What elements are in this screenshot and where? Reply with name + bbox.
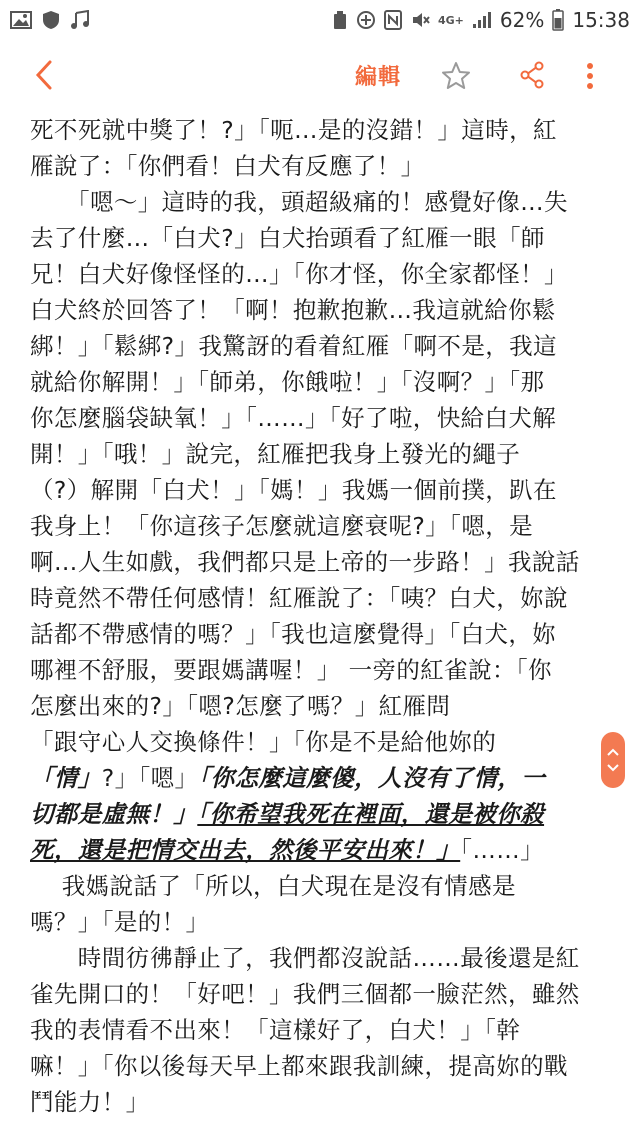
text-line: 時間彷彿靜止了，我們都沒說話……最後還是紅 — [30, 944, 580, 972]
mute-icon — [410, 10, 430, 30]
music-note-icon — [70, 10, 90, 30]
share-icon — [518, 60, 546, 90]
text-line: 開！」「哦！」說完，紅雁把我身上發光的繩子 — [30, 440, 521, 468]
more-vertical-icon — [580, 58, 600, 94]
plain-text: ?」「嗯」 — [101, 764, 199, 792]
shield-icon — [42, 10, 60, 30]
text-line-emphasis — [30, 796, 615, 832]
text-line: 鬥能力！」 — [30, 1088, 150, 1116]
text-line: 怎麼出來的?」「嗯?怎麼了嗎？」紅雁問 — [30, 692, 451, 720]
text-line: 我媽說話了「所以，白犬現在是沒有情感是 — [30, 872, 516, 900]
bold-italic-text: 切都是虛無！」 — [30, 800, 198, 828]
text-line: 綁！」「鬆綁?」我驚訝的看着紅雁「啊不是，我這 — [30, 332, 557, 360]
status-left — [10, 10, 90, 30]
status-bar — [0, 0, 640, 40]
text-line: 你怎麼腦袋缺氧！」「……」「好了啦，快給白犬解 — [30, 404, 557, 432]
text-line: 兄！白犬好像怪怪的…」「你才怪，你全家都怪！」 — [30, 260, 568, 288]
text-line: 「嗯～」這時的我，頭超級痛的！感覺好像…失 — [30, 188, 568, 216]
edit-button[interactable]: 編輯 — [355, 65, 402, 90]
plain-text: 「……」 — [460, 836, 545, 864]
chevron-left-icon — [30, 58, 60, 92]
favorite-button[interactable] — [440, 60, 472, 92]
battery-percent: 62% — [499, 8, 545, 32]
share-button[interactable] — [518, 60, 546, 90]
text-line: 死不死就中獎了！?」「呃…是的沒錯！」這時，紅 — [30, 116, 557, 144]
underlined-text: 死，還是把情交出去，然後平安出來！」 — [30, 836, 461, 864]
text-line: 話都不帶感情的嗎？」「我也這麼覺得」「白犬，妳 — [30, 620, 557, 648]
text-line: 嗎？」「是的！」 — [30, 908, 210, 936]
text-line: 雀先開口的！「好吧！」我們三個都一臉茫然，雖然 — [30, 980, 580, 1008]
underlined-text: 「你希望我死在裡面，還是被你殺 — [197, 800, 545, 828]
battery-icon — [552, 9, 564, 31]
text-line: 白犬終於回答了！「啊！抱歉抱歉…我這就給你鬆 — [30, 296, 556, 324]
text-line-emphasis — [30, 832, 615, 868]
text-line: 就給你解開！」「師弟，你餓啦！」「沒啊？」「那 — [30, 368, 545, 396]
text-line: 啊…人生如戲，我們都只是上帝的一步路！」我說話 — [30, 548, 580, 576]
text-line: 雁說了：「你們看！白犬有反應了！」 — [30, 152, 425, 180]
nfc-icon — [384, 10, 402, 30]
text-line: 哪裡不舒服，要跟媽講喔！」 一旁的紅雀說：「你 — [30, 656, 552, 684]
more-options-button[interactable] — [580, 58, 600, 94]
gallery-notification-icon — [10, 11, 32, 29]
text-line: 我身上！「你這孩子怎麼就這麼衰呢?」「嗯，是 — [30, 512, 534, 540]
text-line: 時竟然不帶任何感情！紅雁說了：「咦？白犬，妳說 — [30, 584, 568, 612]
text-line: 「跟守心人交換條件！」「你是不是給他妳的 — [30, 728, 497, 756]
status-right — [332, 8, 630, 32]
scroll-handle[interactable] — [601, 732, 625, 788]
text-line: 我的表情看不出來！「這樣好了，白犬！」「幹 — [30, 1016, 521, 1044]
back-button[interactable] — [30, 58, 60, 92]
clock: 15:38 — [572, 8, 630, 32]
text-line-emphasis — [30, 760, 615, 796]
star-icon — [440, 60, 472, 92]
signal-icon — [472, 11, 492, 29]
article-content — [30, 112, 615, 1138]
chevron-down-icon — [606, 763, 620, 773]
network-type-label: 4G+ — [438, 13, 464, 27]
toolbar — [0, 40, 640, 110]
text-line: （?）解開「白犬！」「媽！」我媽一個前撲，趴在 — [30, 476, 557, 504]
text-line: 去了什麼…「白犬?」白犬抬頭看了紅雁一眼「師 — [30, 224, 545, 252]
chevron-up-icon — [606, 747, 620, 757]
recycle-icon — [332, 10, 348, 30]
text-line: 嘛！」「你以後每天早上都來跟我訓練，提高妳的戰 — [30, 1052, 568, 1080]
data-saver-icon — [356, 10, 376, 30]
bold-italic-text: 「情」 — [30, 764, 102, 792]
bold-italic-text: 「你怎麼這麼傻，人沒有了情，一 — [198, 764, 546, 792]
